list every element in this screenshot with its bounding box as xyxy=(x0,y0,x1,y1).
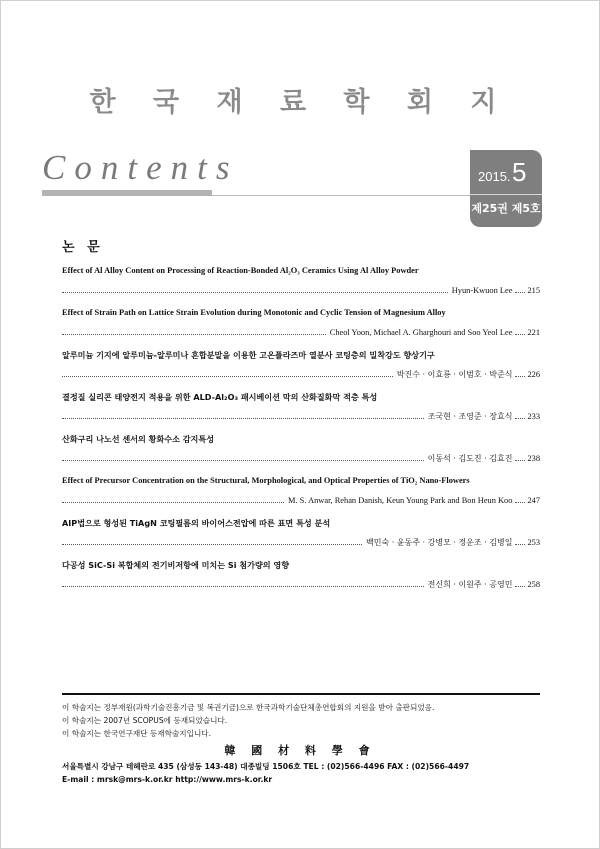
society-name: 韓 國 材 料 學 會 xyxy=(224,744,376,757)
header-rule xyxy=(212,195,470,196)
volume-issue: 제25권 제5호 xyxy=(471,202,541,215)
issue-badge-divider xyxy=(470,194,542,195)
address-block xyxy=(62,760,469,786)
leader-dots xyxy=(62,452,424,461)
article-authors: Hyun-Kwuon Lee xyxy=(451,286,513,295)
contact-line[interactable]: E-mail : mrsk@mrs-k.or.kr http://www.mrs-k.or.kr xyxy=(62,775,273,784)
page-number: 233 xyxy=(527,412,540,421)
article-authors: 백민숙 · 윤동주 · 강병모 · 정운조 · 김병일 xyxy=(366,538,513,547)
page-number: 221 xyxy=(527,328,540,337)
section-heading: 논 문 xyxy=(62,240,104,255)
page-number: 253 xyxy=(527,538,540,547)
leader-dots xyxy=(62,368,393,377)
article-title: Effect of Al Alloy Content on Processing of Reaction-Bonded Al₂O₃ Ceramics Using Al Alloy Powder xyxy=(62,266,419,275)
page-number: 258 xyxy=(527,580,540,589)
leader-dots xyxy=(62,284,448,293)
note-line: 이 학술지는 한국연구재단 등재학술지입니다. xyxy=(62,729,212,738)
footer-rule xyxy=(62,693,540,695)
article-authors: 박진수 · 이효룡 · 이범호 · 박준식 xyxy=(396,370,513,379)
contents-underline xyxy=(42,190,212,196)
article-authors: 전신희 · 이원주 · 공영민 xyxy=(427,580,513,589)
article-title: 다공성 SiC-Si 복합체의 전기비저항에 미치는 Si 첨가량의 영향 xyxy=(62,560,290,570)
note-line: 이 학술지는 정부재원(과학기술진흥기금 및 복권기금)으로 한국과학기술단체총연합회의 지원을 받아 출판되었음. xyxy=(62,703,435,712)
article-title: 알루미늄 기지에 알루미늄-알루미나 혼합분말을 이용한 고온플라즈마 열분사 코팅층의 밀착강도 향상기구 xyxy=(62,350,435,360)
contents-list xyxy=(62,266,540,602)
issue-badge xyxy=(470,150,542,227)
journal-title: 한 국 재 료 학 회 지 xyxy=(89,87,511,118)
page-number: 215 xyxy=(527,286,540,295)
leader-dots xyxy=(62,578,424,587)
toc-entry[interactable] xyxy=(62,392,540,434)
leader-dots xyxy=(62,536,362,545)
leader-dots xyxy=(62,494,284,503)
article-authors: 이동석 · 김도진 · 김효진 xyxy=(427,454,513,463)
toc-entry[interactable] xyxy=(62,350,540,392)
toc-entry[interactable] xyxy=(62,266,540,308)
issue-month: 5 xyxy=(512,157,527,187)
page-number: 238 xyxy=(527,454,540,463)
toc-entry[interactable] xyxy=(62,476,540,518)
article-title: Effect of Precursor Concentration on the Structural, Morphological, and Optical Properties of TiO₂ Nano-Flowers xyxy=(62,476,470,485)
leader-dots xyxy=(62,410,424,419)
article-title: Effect of Strain Path on Lattice Strain Evolution during Monotonic and Cyclic Tension of Magnesium Alloy xyxy=(62,308,446,317)
page-number: 226 xyxy=(527,370,540,379)
page-number: 247 xyxy=(527,496,540,505)
contents-heading: Contents xyxy=(42,148,239,187)
article-authors: M. S. Anwar, Rehan Danish, Keun Young Park and Bon Heun Koo xyxy=(288,496,513,505)
toc-entry[interactable] xyxy=(62,434,540,476)
article-title: AIP법으로 형성된 TiAgN 코팅필름의 바이어스전압에 따른 표면 특성 분석 xyxy=(62,518,331,528)
article-authors: 조국현 · 조영준 · 장효식 xyxy=(427,412,513,421)
postal-address: 서울특별시 강남구 테헤란로 435 (삼성동 143-48) 대종빌딩 1506호 TEL : (02)566-4496 FAX : (02)566-4497 xyxy=(62,762,470,771)
toc-entry[interactable] xyxy=(62,308,540,350)
toc-entry[interactable] xyxy=(62,560,540,602)
leader-dots xyxy=(62,326,326,335)
article-title: 산화구리 나노선 센서의 황화수소 감지특성 xyxy=(62,434,215,444)
publication-notes xyxy=(62,701,434,740)
article-title: 결정질 실리콘 태양전지 적용을 위한 ALD-Al₂O₃ 패시베이션 막의 산화질화막 적층 특성 xyxy=(62,392,378,402)
toc-entry[interactable] xyxy=(62,518,540,560)
issue-year: 2015. xyxy=(478,169,511,184)
article-authors: Cheol Yoon, Michael A. Gharghouri and Soo Yeol Lee xyxy=(329,328,513,337)
note-line: 이 학술지는 2007년 SCOPUS에 등재되었습니다. xyxy=(62,716,228,725)
